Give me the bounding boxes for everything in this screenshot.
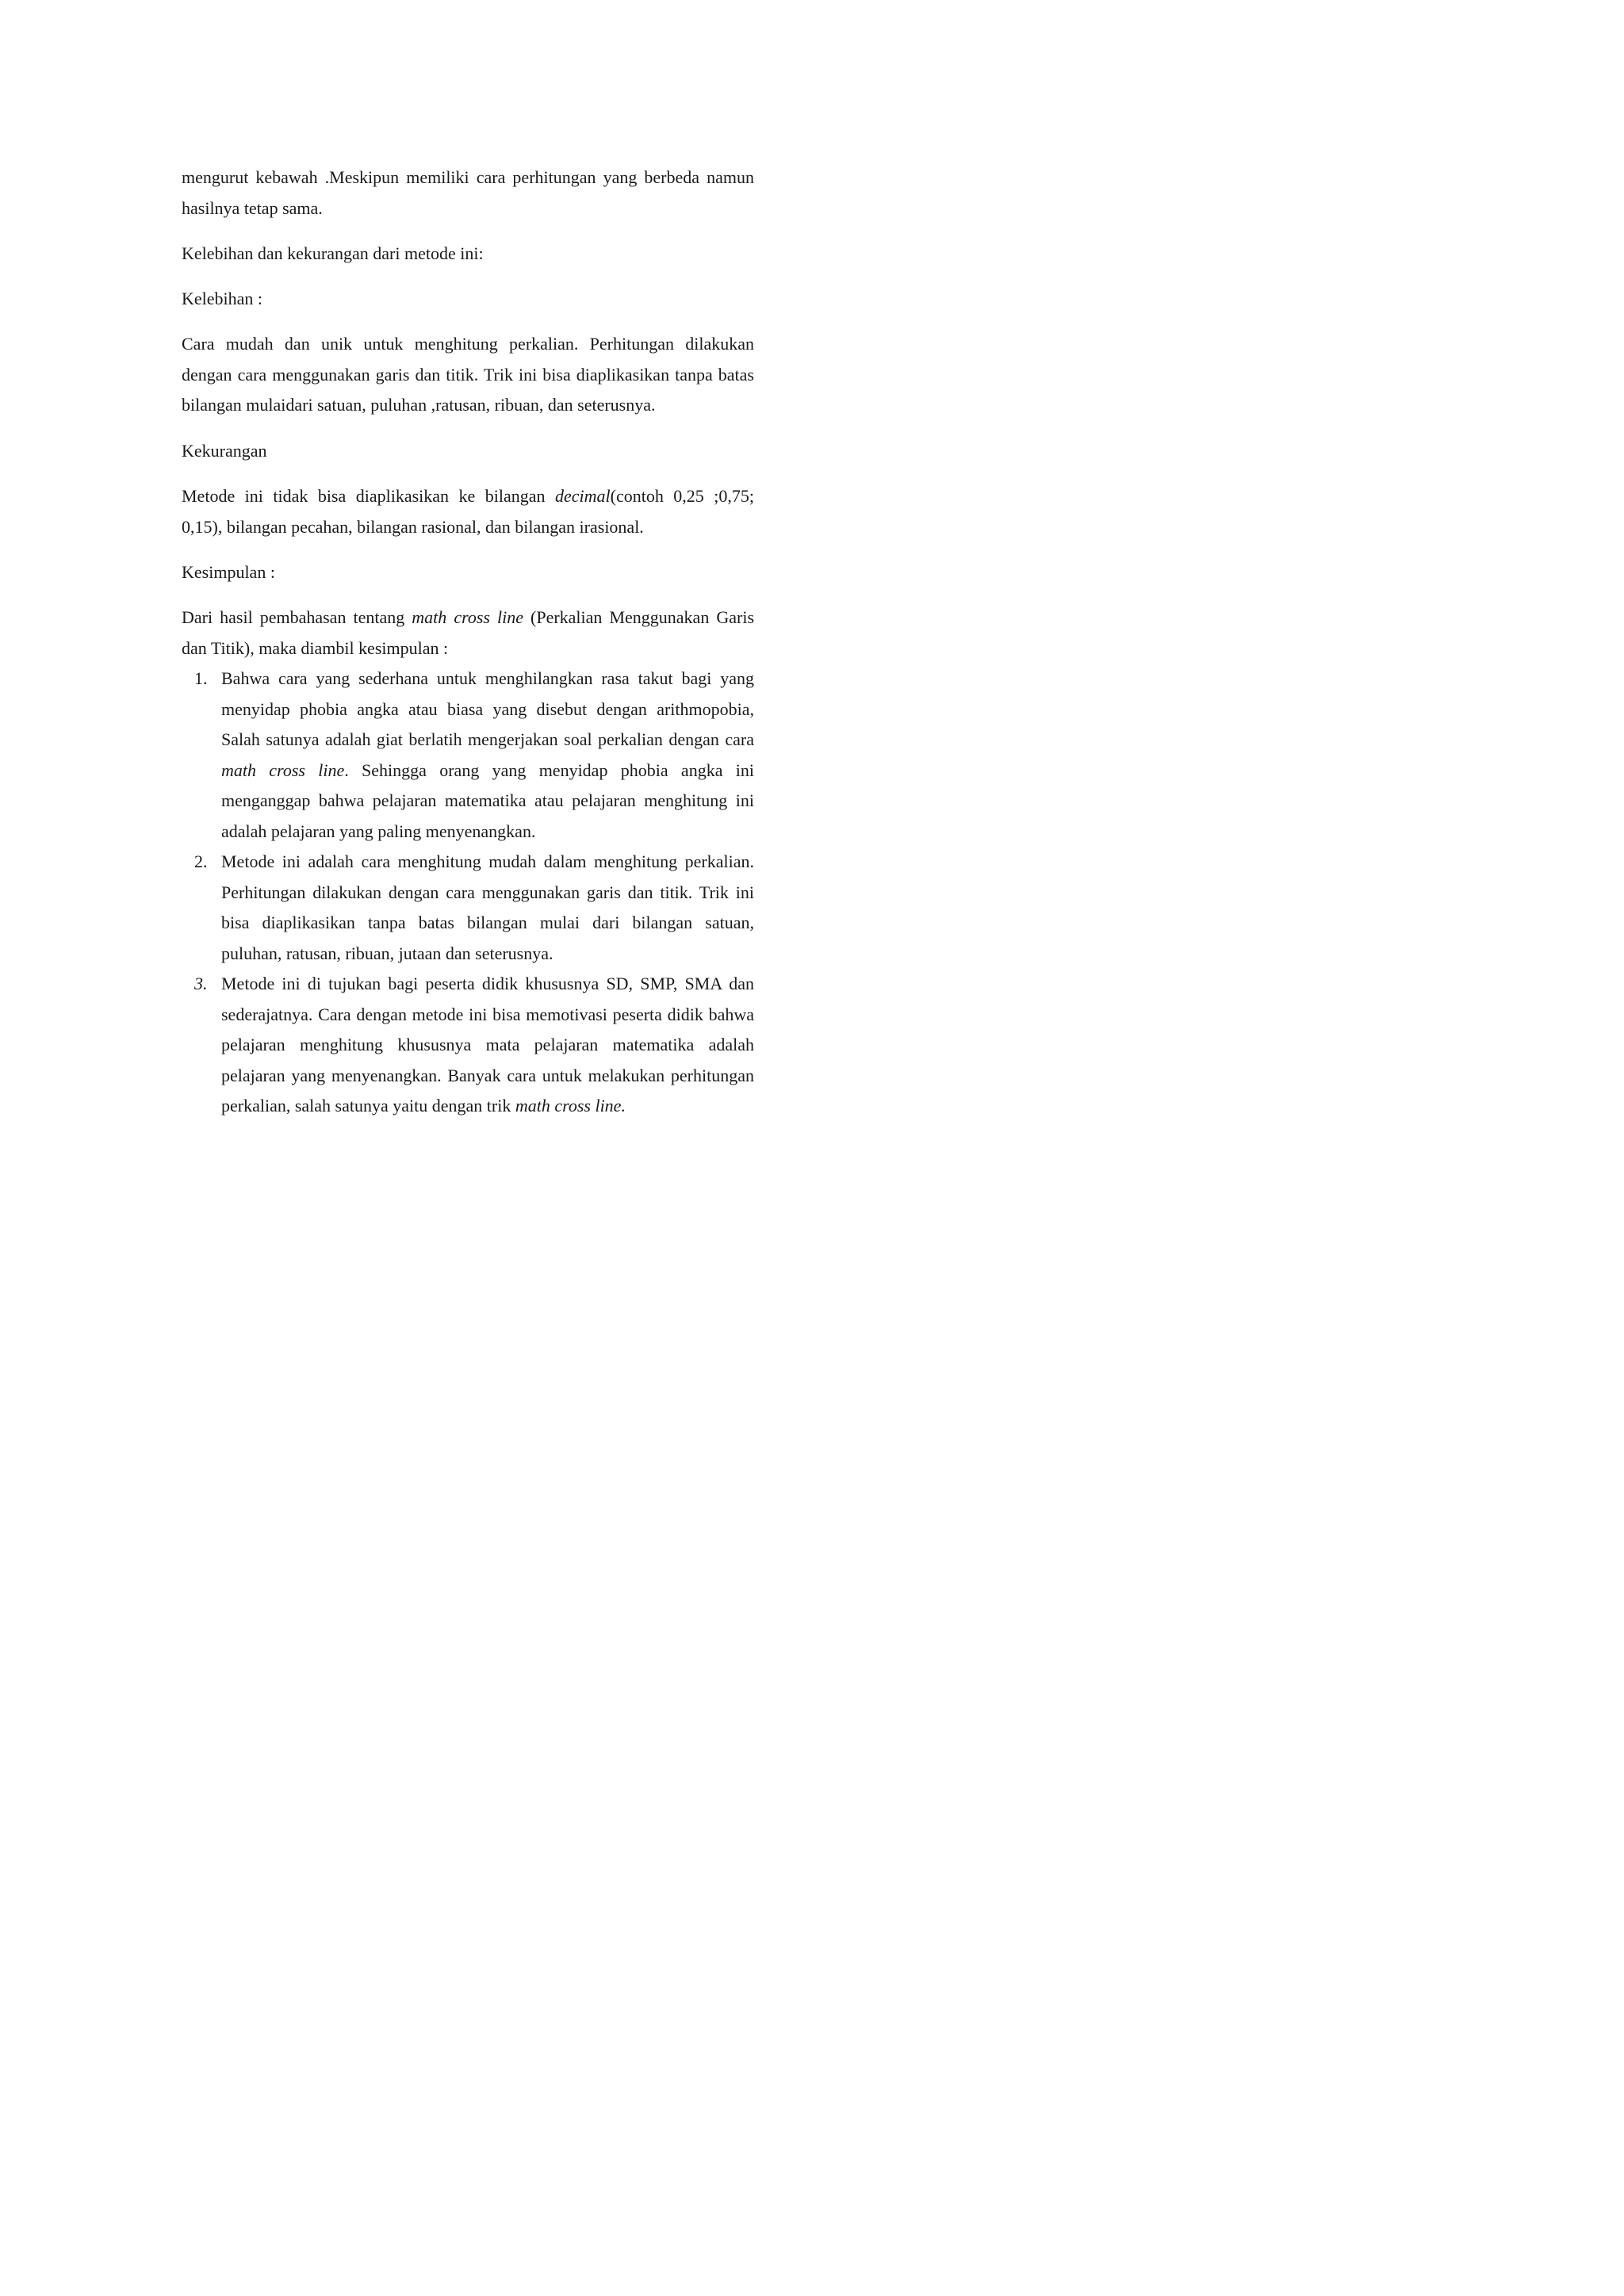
text-segment: Metode ini tidak bisa diaplikasikan ke bilangan — [182, 486, 555, 506]
text-segment: (Perkalian Menggunakan Garis — [523, 607, 755, 627]
text-line: Metode ini adalah cara menghitung mudah dalam menghitung perkalian. — [221, 851, 754, 871]
text-line: bilangan mulaidari satuan, puluhan ,ratusan, ribuan, dan seterusnya. — [182, 395, 656, 415]
intro-paragraph — [182, 163, 754, 224]
list-item — [182, 847, 754, 969]
list-item-body — [221, 847, 754, 969]
text-line: mengurut kebawah .Meskipun memiliki cara perhitungan yang berbeda namun — [182, 167, 754, 187]
text-segment: Dari hasil pembahasan tentang — [182, 607, 412, 627]
kekurangan-paragraph — [182, 481, 754, 542]
text-line: adalah pelajaran yang paling menyenangkan. — [221, 821, 536, 841]
list-item-body — [221, 969, 754, 1122]
text-line: Bahwa cara yang sederhana untuk menghilangkan rasa takut bagi yang — [221, 668, 754, 688]
text-line: Perhitungan dilakukan dengan cara menggunakan garis dan titik. Trik ini — [221, 882, 754, 902]
kekurangan-heading: Kekurangan — [182, 441, 267, 461]
text-line: pelajaran yang menyenangkan. Banyak cara untuk melakukan perhitungan — [221, 1065, 754, 1085]
list-item — [182, 969, 754, 1122]
list-number: 3. — [194, 974, 208, 993]
text-line — [182, 481, 754, 512]
text-line — [221, 756, 754, 786]
text-line — [182, 603, 754, 633]
text-line: menyidap phobia angka atau biasa yang disebut dengan arithmopobia, — [221, 698, 754, 719]
kesimpulan-paragraph — [182, 603, 754, 664]
text-line: Salah satunya adalah giat berlatih mengerjakan soal perkalian dengan cara — [221, 729, 754, 749]
text-line: puluhan, ratusan, ribuan, jutaan dan seterusnya. — [221, 943, 553, 963]
kelebihan-heading: Kelebihan : — [182, 289, 263, 308]
text-line — [221, 1091, 754, 1122]
text-line: bisa diaplikasikan tanpa batas bilangan mulai dari bilangan satuan, — [221, 913, 754, 932]
italic-term: math cross line — [221, 760, 345, 780]
text-line: Cara mudah dan unik untuk menghitung perkalian. Perhitungan dilakukan — [182, 334, 754, 354]
text-line: sederajatnya. Cara dengan metode ini bisa memotivasi peserta didik bahwa — [221, 1004, 754, 1024]
section-heading: Kelebihan dan kekurangan dari metode ini: — [182, 243, 484, 263]
list-item-body — [221, 664, 754, 847]
list-item — [182, 664, 754, 847]
text-line: dan Titik), maka diambil kesimpulan : — [182, 637, 449, 658]
italic-term: math cross line. — [515, 1096, 626, 1115]
italic-term: decimal — [554, 486, 611, 506]
document-page — [0, 0, 880, 1245]
kelebihan-paragraph — [182, 329, 754, 421]
text-segment: (contoh 0,25 ;0,75; — [610, 486, 754, 506]
text-line: Metode ini di tujukan bagi peserta didik khususnya SD, SMP, SMA dan — [221, 974, 754, 993]
text-line: menganggap bahwa pelajaran matematika atau pelajaran menghitung ini — [221, 790, 754, 810]
text-segment: perkalian, salah satunya yaitu dengan trik — [221, 1096, 515, 1115]
text-line: 0,15), bilangan pecahan, bilangan rasional, dan bilangan irasional. — [182, 516, 644, 537]
list-number: 2. — [194, 851, 208, 871]
text-line: pelajaran menghitung khususnya mata pelajaran matematika adalah — [221, 1035, 754, 1054]
list-number: 1. — [194, 668, 208, 688]
text-line: dengan cara menggunakan garis dan titik. Trik ini bisa diaplikasikan tanpa batas — [182, 364, 754, 385]
text-segment: . Sehingga orang yang menyidap phobia angka ini — [344, 760, 754, 780]
kesimpulan-heading: Kesimpulan : — [182, 562, 275, 582]
italic-term: math cross line — [412, 607, 523, 627]
text-line: hasilnya tetap sama. — [182, 197, 323, 218]
